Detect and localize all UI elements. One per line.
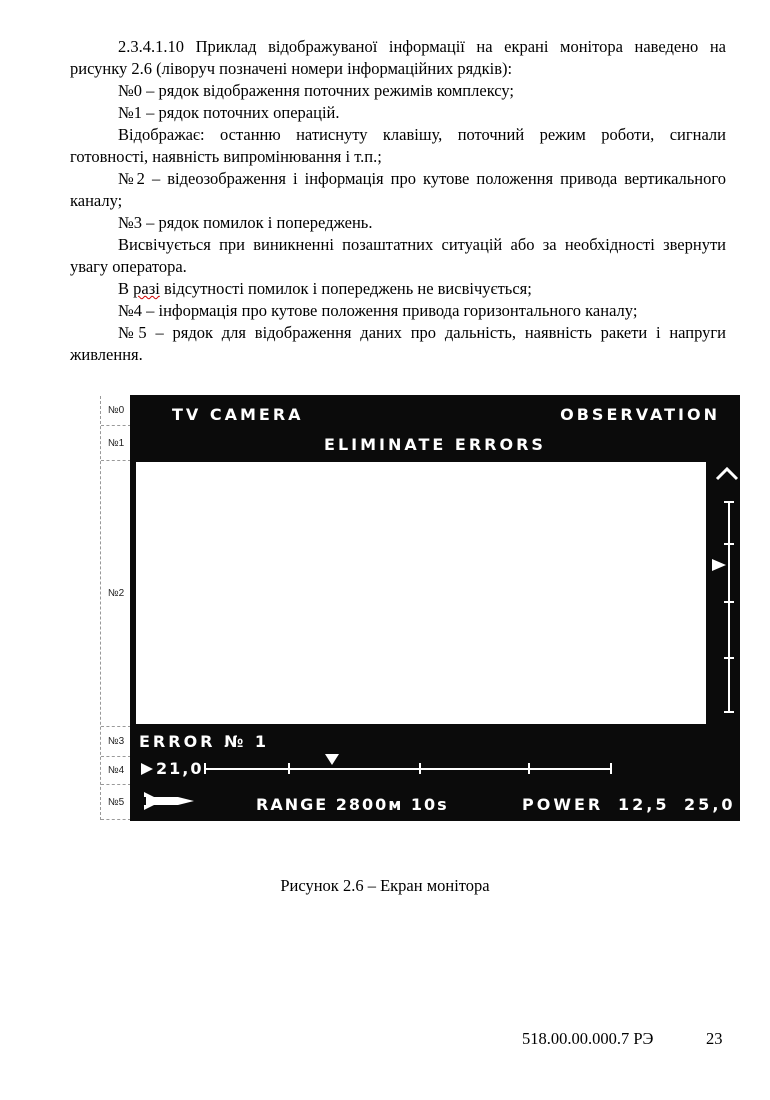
mode-right: OBSERVATION <box>560 405 720 424</box>
row-label-5: №5 <box>101 785 131 820</box>
document-code: 518.00.00.000.7 РЭ <box>522 1029 654 1048</box>
vertical-scale-tick <box>724 601 734 603</box>
row-label-1: №1 <box>101 426 131 461</box>
horizontal-scale-tick <box>610 763 612 774</box>
horizontal-scale-tick <box>419 763 421 774</box>
operation-line: ELIMINATE ERRORS <box>324 435 546 454</box>
horizontal-angle-value: 21,0 <box>156 759 204 778</box>
vertical-scale-tick <box>724 657 734 659</box>
paragraph-row1-desc: Відображає: останню натиснуту клавішу, поточний режим роботи, сигнали готовності, наявність випромінювання і т.п.; <box>70 125 726 166</box>
power-label: POWER <box>522 795 604 814</box>
row-label-0: №0 <box>101 396 131 426</box>
vertical-scale-tick <box>724 543 734 545</box>
mode-left: TV CAMERA <box>172 405 304 424</box>
paragraph-row3: №3 – рядок помилок і попереджень. <box>118 213 373 232</box>
missile-icon <box>142 791 198 811</box>
paragraph-row4: №4 – інформація про кутове положення привода горизонтального каналу; <box>118 301 638 320</box>
row-label-2: №2 <box>101 461 131 727</box>
paragraph-intro: 2.3.4.1.10 Приклад відображуваної інформації на екрані монітора наведено на рисунку 2.6 (ліворуч позначені номери інформаційних рядків): <box>70 37 726 78</box>
paragraph-row2: №2 – відеозображення і інформація про кутове положення привода вертикального каналу; <box>70 169 726 210</box>
paragraph-row3-none: В разі відсутності помилок і попереджень не висвічується; <box>118 279 532 298</box>
horizontal-scale-tick <box>528 763 530 774</box>
monitor-screen <box>130 395 740 821</box>
vertical-scale-tick <box>724 501 734 503</box>
vertical-pointer-icon <box>712 558 728 572</box>
row-label-column <box>100 396 131 820</box>
error-line: ERROR № 1 <box>139 732 270 751</box>
row-label-4: №4 <box>101 757 131 785</box>
horizontal-pointer-icon <box>140 763 154 775</box>
horizontal-scale-tick <box>204 763 206 774</box>
vertical-scale-tick <box>724 711 734 713</box>
video-area <box>136 462 706 724</box>
paragraph-row1: №1 – рядок поточних операцій. <box>118 103 340 122</box>
vertical-scale <box>728 501 730 713</box>
figure-caption: Рисунок 2.6 – Екран монітора <box>280 876 490 895</box>
paragraph-row0: №0 – рядок відображення поточних режимів комплексу; <box>118 81 515 100</box>
chevron-up-icon <box>714 463 740 483</box>
range-readout: RANGE 2800м 10s <box>256 795 449 814</box>
power-values: 12,5 25,0 <box>618 795 736 814</box>
horizontal-marker-icon <box>324 753 340 766</box>
paragraph-row5: №5 – рядок для відображення даних про дальність, наявність ракети і напруги живлення. <box>70 323 726 364</box>
horizontal-scale-tick <box>288 763 290 774</box>
row-label-3: №3 <box>101 727 131 757</box>
horizontal-scale <box>204 768 612 770</box>
paragraph-row3-desc: Висвічується при виникненні позаштатних ситуацій або за необхідності звернути увагу оператора. <box>70 235 726 276</box>
page-number: 23 <box>706 1029 723 1048</box>
